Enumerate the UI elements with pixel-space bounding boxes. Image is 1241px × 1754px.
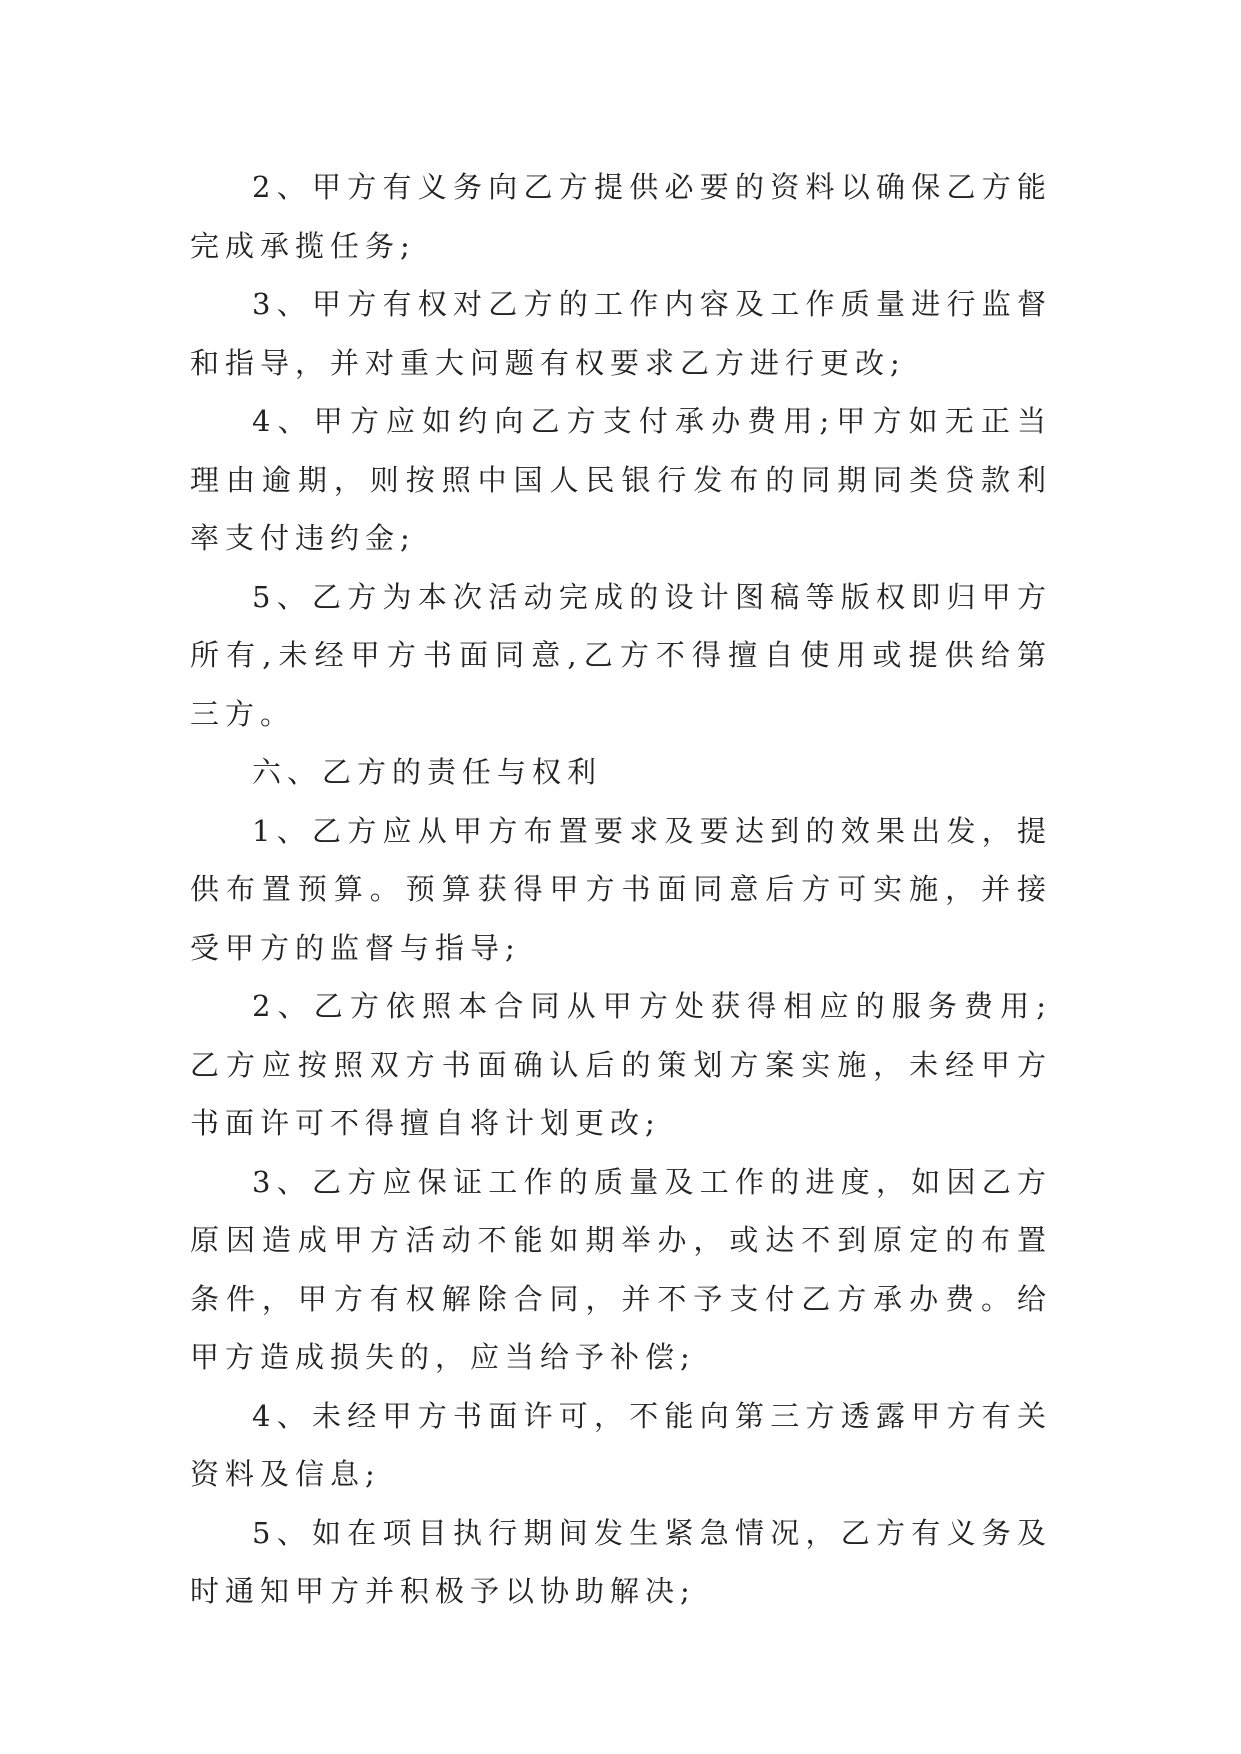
clause-paragraph: 3、甲方有权对乙方的工作内容及工作质量进行监督和指导，并对重大问题有权要求乙方进行更改; — [190, 287, 1052, 380]
clause-paragraph: 1、乙方应从甲方布置要求及要达到的效果出发，提供布置预算。预算获得甲方书面同意后方可实施，并接受甲方的监督与指导; — [190, 813, 1052, 965]
section-heading: 六、乙方的责任与权利 — [252, 755, 603, 789]
clause-paragraph: 3、乙方应保证工作的质量及工作的进度，如因乙方原因造成甲方活动不能如期举办，或达不到原定的布置条件，甲方有权解除合同，并不予支付乙方承办费。给甲方造成损失的，应当给予补偿; — [190, 1164, 1052, 1374]
document-body — [190, 158, 1052, 1621]
clause-paragraph: 4、未经甲方书面许可，不能向第三方透露甲方有关资料及信息; — [190, 1398, 1052, 1491]
clause-paragraph: 5、如在项目执行期间发生紧急情况，乙方有义务及时通知甲方并积极予以协助解决; — [190, 1515, 1052, 1608]
clause-paragraph: 5、乙方为本次活动完成的设计图稿等版权即归甲方所有,未经甲方书面同意,乙方不得擅自使用或提供给第三方。 — [190, 579, 1052, 731]
clause-paragraph: 2、甲方有义务向乙方提供必要的资料以确保乙方能完成承揽任务; — [190, 170, 1052, 263]
clause-paragraph: 2、乙方依照本合同从甲方处获得相应的服务费用;乙方应按照双方书面确认后的策划方案实施，未经甲方书面许可不得擅自将计划更改; — [190, 989, 1052, 1140]
clause-paragraph: 4、甲方应如约向乙方支付承办费用;甲方如无正当理由逾期，则按照中国人民银行发布的同期同类贷款利率支付违约金; — [190, 404, 1052, 555]
